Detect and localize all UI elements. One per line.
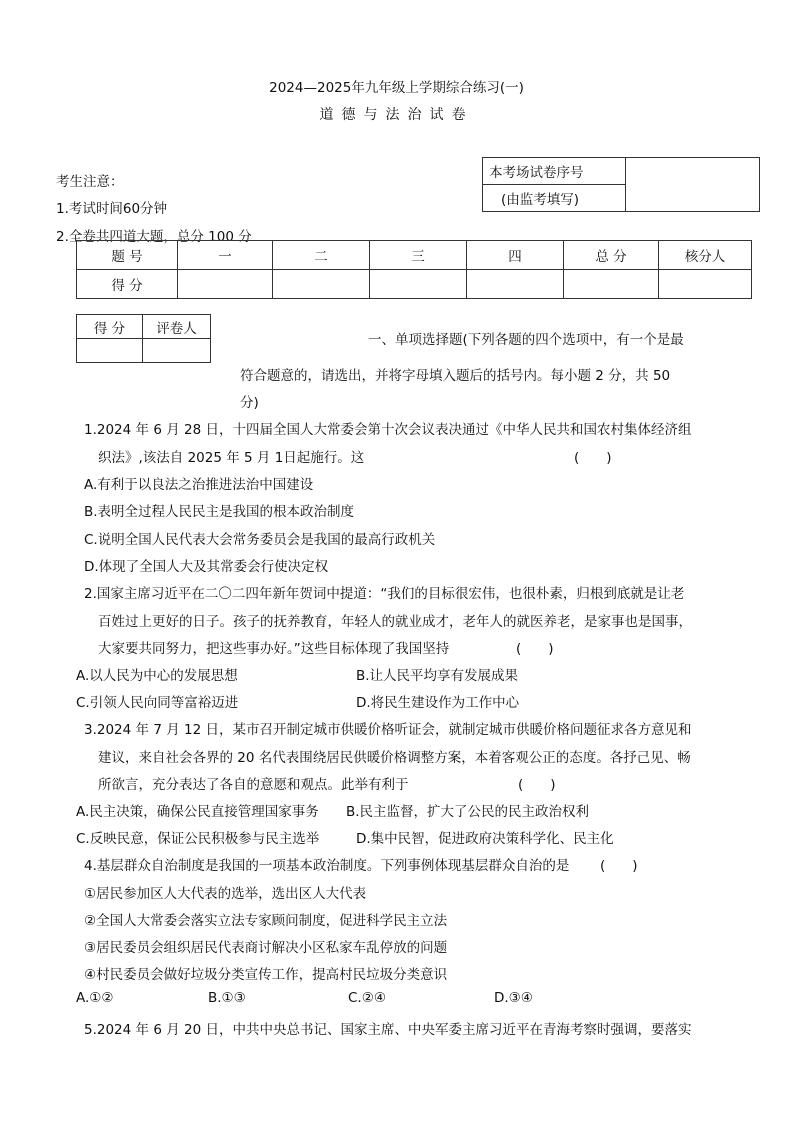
option[interactable]: A.①②	[76, 990, 114, 1006]
table-row	[77, 270, 752, 299]
section-heading: 分)	[240, 395, 259, 411]
score-cell[interactable]	[178, 270, 273, 299]
question-text: 大家要共同努力，把这些事办好。”这些目标体现了我国坚持	[98, 641, 450, 657]
seq-note: (由监考填写)	[483, 185, 626, 212]
section-heading: 一、单项选择题(下列各题的四个选项中，有一个是最	[368, 332, 684, 348]
option[interactable]: B.表明全过程人民民主是我国的根本政治制度	[84, 504, 355, 520]
option[interactable]: D.集中民智，促进政府决策科学化、民主化	[356, 831, 614, 847]
score-cell[interactable]	[370, 270, 467, 299]
option[interactable]: A.民主决策，确保公民直接管理国家事务	[76, 804, 319, 820]
option[interactable]: C.引领人民向同等富裕迈进	[76, 695, 239, 711]
score-cell[interactable]	[659, 270, 752, 299]
score-cell[interactable]	[77, 339, 143, 363]
score-cell[interactable]	[467, 270, 564, 299]
question-text: 百姓过上更好的日子。孩子的抚养教育，年轻人的就业成才，老年人的就医养老，是家事也是国事，	[98, 614, 692, 630]
exam-sequence-box	[482, 157, 760, 212]
answer-bracket[interactable]: ( )	[574, 450, 612, 466]
section-heading: 符合题意的，请选出，并将字母填入题后的括号内。每小题 2 分，共 50	[240, 368, 671, 384]
row-label: 得 分	[77, 270, 178, 299]
question-text: 5.2024 年 6 月 20 日，中共中央总书记、国家主席、中央军委主席习近平在青海考察时强调，要落实	[84, 1022, 692, 1038]
score-cell[interactable]	[564, 270, 659, 299]
grader-cell[interactable]	[143, 339, 211, 363]
option[interactable]: B.让人民平均享有发展成果	[356, 668, 519, 684]
question-text: 2.国家主席习近平在二〇二四年新年贺词中提道：“我们的目标很宏伟，也很朴素，归根到底就是让老	[84, 586, 685, 602]
option[interactable]: C.②④	[348, 990, 386, 1006]
question-text: 所欲言，充分表达了各自的意愿和观点。此举有利于	[98, 777, 409, 793]
score-cell[interactable]	[273, 270, 370, 299]
header-cell: 一	[178, 241, 273, 270]
option[interactable]: C.反映民意，保证公民积极参与民主选举	[76, 831, 320, 847]
header-cell: 题 号	[77, 241, 178, 270]
option[interactable]: A.以人民为中心的发展思想	[76, 668, 238, 684]
question-text: 3.2024 年 7 月 12 日，某市召开制定城市供暖价格听证会，就制定城市供暖价格问题征求各方意见和	[84, 722, 692, 738]
header-cell: 三	[370, 241, 467, 270]
option[interactable]: D.体现了全国人大及其常委会行使决定权	[84, 559, 329, 575]
question-text: 建议，来自社会各界的 20 名代表围绕居民供暖价格调整方案，本着客观公正的态度。各抒己见、畅	[98, 750, 691, 766]
statement-item: ③居民委员会组织居民代表商讨解决小区私家车乱停放的问题	[84, 940, 448, 956]
seq-value-field[interactable]	[626, 158, 760, 212]
answer-bracket[interactable]: ( )	[600, 858, 638, 874]
seq-label: 本考场试卷序号	[483, 158, 626, 185]
notice-item: 1.考试时间60分钟	[56, 201, 168, 217]
exam-title: 2024—2025年九年级上学期综合练习(一)	[269, 80, 524, 96]
option[interactable]: D.将民生建设作为工作中心	[356, 695, 520, 711]
header-cell: 总 分	[564, 241, 659, 270]
answer-bracket[interactable]: ( )	[518, 777, 556, 793]
header-cell: 四	[467, 241, 564, 270]
header-cell: 二	[273, 241, 370, 270]
question-text: 4.基层群众自治制度是我国的一项基本政治制度。下列事例体现基层群众自治的是	[84, 858, 570, 874]
option[interactable]: C.说明全国人民代表大会常务委员会是我国的最高行政机关	[84, 532, 436, 548]
table-row	[77, 241, 752, 270]
header-cell: 评卷人	[143, 315, 211, 339]
statement-item: ②全国人大常委会落实立法专家顾问制度，促进科学民主立法	[84, 913, 448, 929]
option[interactable]: B.民主监督，扩大了公民的民主政治权利	[346, 804, 590, 820]
exam-subtitle: 道德与法治试卷	[319, 107, 474, 123]
statement-item: ④村民委员会做好垃圾分类宣传工作，提高村民垃圾分类意识	[84, 967, 448, 983]
option[interactable]: A.有利于以良法之治推进法治中国建设	[84, 477, 314, 493]
answer-bracket[interactable]: ( )	[516, 641, 554, 657]
header-cell: 得 分	[77, 315, 143, 339]
notice-heading: 考生注意：	[56, 174, 124, 190]
option[interactable]: B.①③	[208, 990, 246, 1006]
score-table	[76, 240, 752, 299]
option[interactable]: D.③④	[494, 990, 533, 1006]
question-text: 1.2024 年 6 月 28 日，十四届全国人大常委会第十次会议表决通过《中华人民共和国农村集体经济组	[84, 422, 692, 438]
notice-item: 2.全卷共四道大题，总分 100 分	[56, 229, 252, 245]
header-cell: 核分人	[659, 241, 752, 270]
statement-item: ①居民参加区人大代表的选举，选出区人大代表	[84, 886, 367, 902]
question-text: 织法》,该法自 2025 年 5 月 1日起施行。这	[98, 450, 365, 466]
grader-table	[76, 314, 211, 363]
